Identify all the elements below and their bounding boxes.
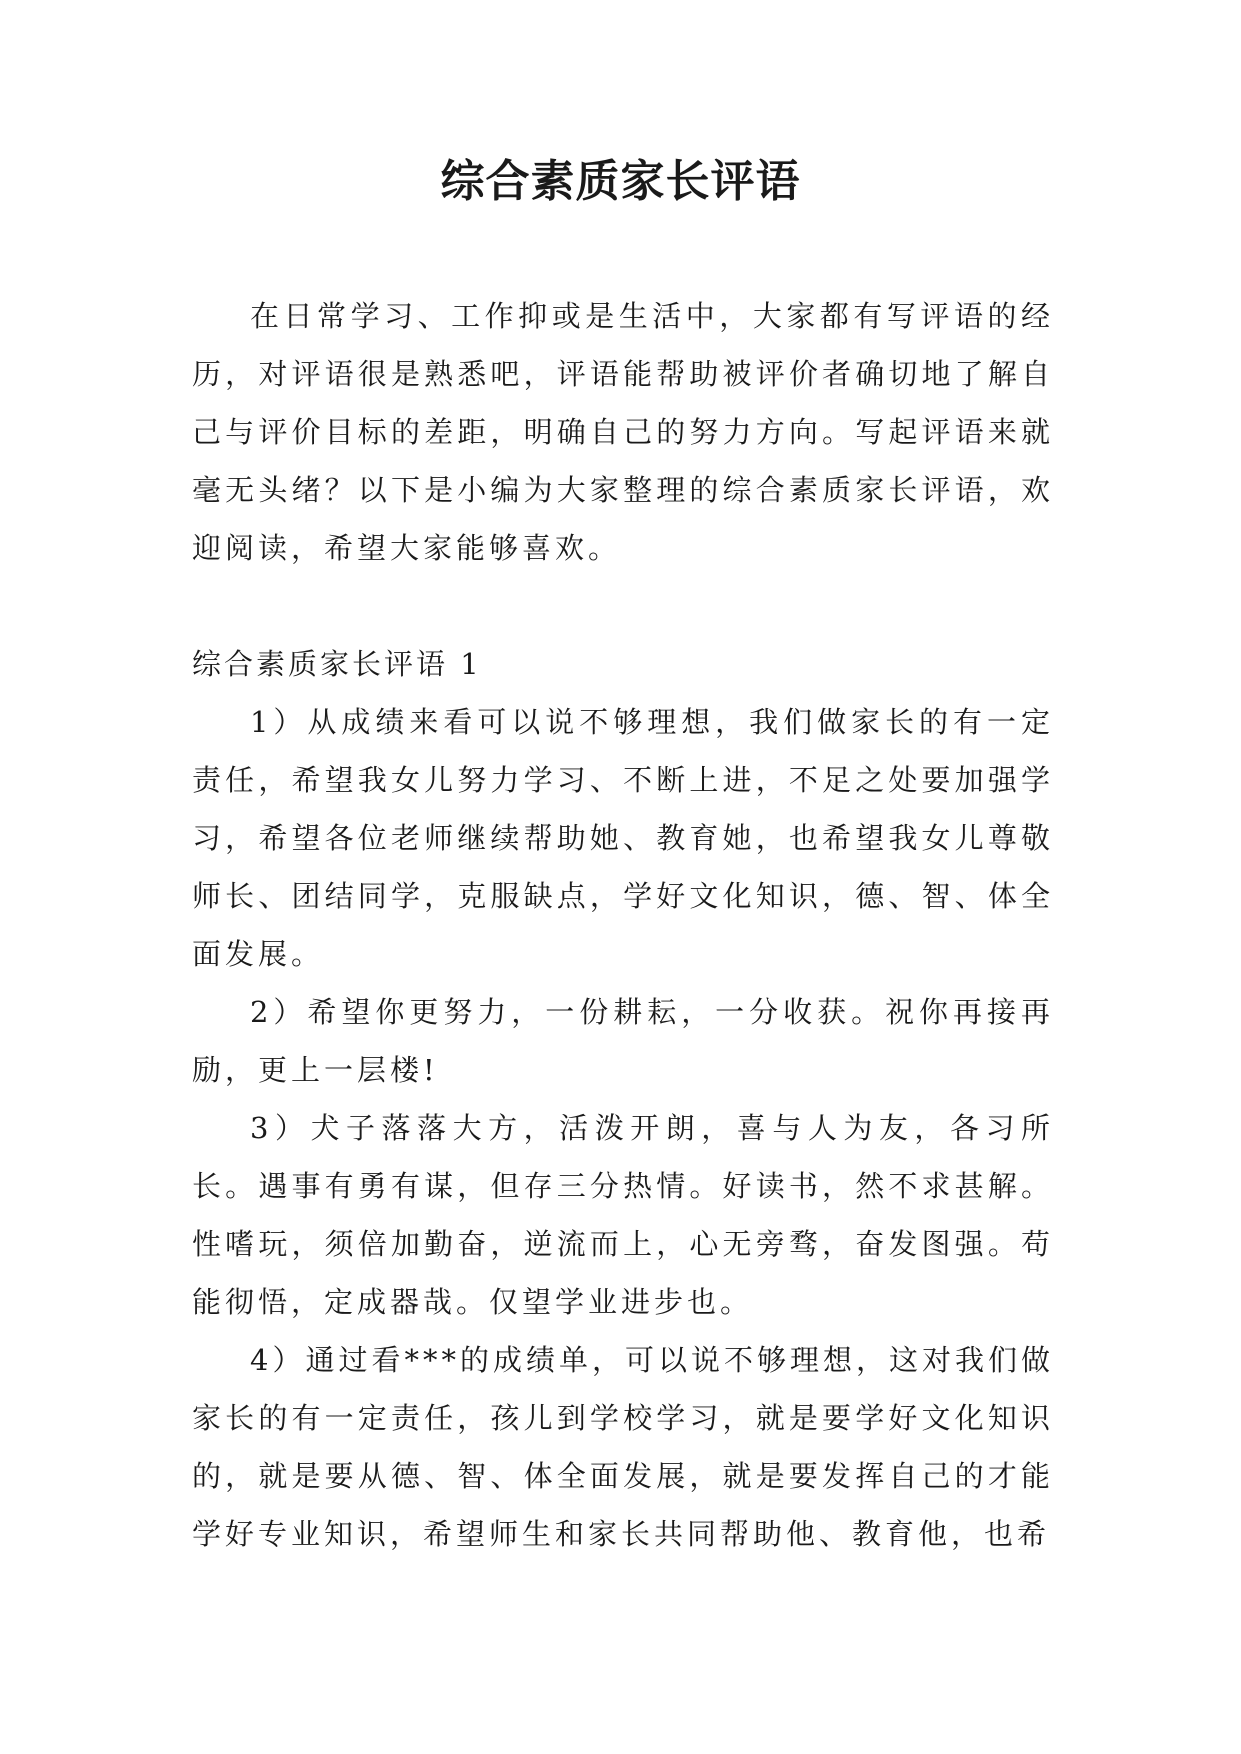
list-item: 2）希望你更努力，一份耕耘，一分收获。祝你再接再励，更上一层楼! (192, 995, 1054, 1087)
list-item: 4）通过看***的成绩单，可以说不够理想，这对我们做家长的有一定责任，孩儿到学校学习，就是要学好文化知识的，就是要从德、智、体全面发展，就是要发挥自己的才能学好专业知识，希望师生和家长共同帮助他、教育他，也希 (192, 1343, 1054, 1551)
intro-paragraph: 在日常学习、工作抑或是生活中，大家都有写评语的经历，对评语很是熟悉吧，评语能帮助被评价者确切地了解自己与评价目标的差距，明确自己的努力方向。写起评语来就毫无头绪？以下是小编为大家整理的综合素质家长评语，欢迎阅读，希望大家能够喜欢。 (192, 299, 1054, 565)
list-item: 1）从成绩来看可以说不够理想，我们做家长的有一定责任，希望我女儿努力学习、不断上进，不足之处要加强学习，希望各位老师继续帮助她、教育她，也希望我女儿尊敬师长、团结同学，克服缺点，学好文化知识，德、智、体全面发展。 (192, 705, 1054, 971)
section-heading: 综合素质家长评语 1 (192, 647, 482, 681)
list-item: 3）犬子落落大方，活泼开朗，喜与人为友，各习所长。遇事有勇有谋，但存三分热情。好读书，然不求甚解。性嗜玩，须倍加勤奋，逆流而上，心无旁骛，奋发图强。苟能彻悟，定成器哉。仅望学业进步也。 (192, 1111, 1054, 1319)
document-title: 综合素质家长评语 (440, 156, 801, 207)
document-body (192, 287, 1054, 1563)
